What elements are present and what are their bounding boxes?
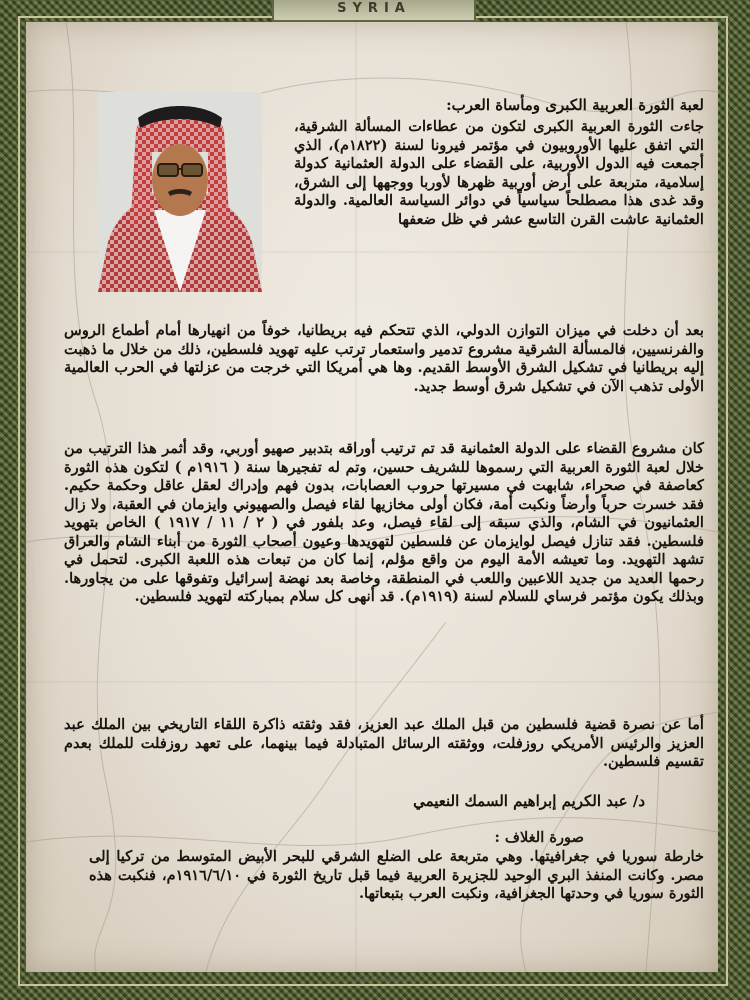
article-heading: لعبة الثورة العربية الكبرى ومأساة العرب: bbox=[446, 96, 704, 114]
author-signature: د/ عبد الكريم إبراهيم السمك النعيمي bbox=[413, 792, 645, 810]
article-paragraph-3 bbox=[64, 440, 704, 607]
paragraph-text: بعد أن دخلت في ميزان التوازن الدولي، الذي تتحكم فيه بريطانيا، خوفاً من انهيارها أمام أطماع الروس والفرنسيين، فالمسألة الشرقية مشروع تدمير واستعمار ترتب عليه تهويد فلسطين، ذلك من خلال ما ذهبت إليه بريطانيا في تشكيل الشرق الأوسط القديم. وها هي أمريكا التي خرجت من عزلتها في الحرب العالمية الأولى تذهب الآن في تشكيل شرق أوسط جديد. bbox=[64, 322, 704, 395]
paragraph-text: أما عن نصرة قضية فلسطين من قبل الملك عبد العزيز، فقد وثقته ذاكرة اللقاء التاريخي بين الملك عبد العزيز والرئيس الأمريكي روزفلت، ووثقته الرسائل المتبادلة فيما بينهما، على تعهد روزفلت للملك بعدم تقسيم فلسطين. bbox=[64, 716, 704, 770]
author-photo bbox=[98, 92, 262, 292]
map-footer-note: Longitude East from Greenwich bbox=[324, 977, 419, 984]
article-paragraph-4 bbox=[64, 716, 704, 772]
author-portrait-image bbox=[98, 92, 262, 292]
paragraph-text: جاءت الثورة العربية الكبرى لتكون من عطاءات المسألة الشرقية، التي اتفق عليها الأوروبيون في مؤتمر فيرونا لسنة (١٨٢٢م)، الذي أجمعت فيه الدول الأوربية، على القضاء على الدولة العثمانية كدولة إسلامية، متربعة على أرض أوربية ظهرها لأوربا ووجهها إلى الشرق، وقد غدى هذا مصطلحاً سياسياً في دوائر السياسة العالمية. والدولة العثمانية عاشت القرن التاسع عشر في ظل ضعفها bbox=[294, 118, 704, 228]
cover-caption-text bbox=[89, 848, 704, 904]
paragraph-text: خارطة سوريا في جغرافيتها. وهي متربعة على الضلع الشرقي للبحر الأبيض المتوسط من تركيا إلى مصر. وكانت المنفذ البري الوحيد للجزيرة العربية فيما قبل تاريخ الثورة في ١٩١٦/٦/١٠م، فنكبت هذه الثورة سوريا في وحدتها الجغرافية، ونكبت العرب بتبعاتها. bbox=[89, 848, 704, 902]
cover-caption-title: صورة الغلاف : bbox=[494, 829, 584, 846]
article-paragraph-2 bbox=[64, 322, 704, 396]
paragraph-text: كان مشروع القضاء على الدولة العثمانية قد تم ترتيب أوراقه بتدبير صهيو أوربي، وقد أثمر هذا الترتيب من خلال لعبة الثورة العربية التي رسموها للشريف حسين، وتم له تفجيرها سنة ( ١٩١٦م ) لتكون هذه الثورة كعاصفة في صحراء، شابهت في مسيرتها حروب العصابات، بدون فهم وإدراك لعقل عاقل وحكمة حكيم. فقد خسرت حرباً وأرضاً ونكبت أمة، فكان أولى مخازيها لقاء فيصل والصهيوني وايزمان في العقبة، ولا زال العثمانيون في الشام، والذي سبقه إلى لقاء فيصل، وعد بلفور في ( ٢ / ١١ / ١٩١٧ ) الخاص بتهويد فلسطين. فقد تنازل فيصل لوايزمان عن فلسطين لتهويدها وعيون أصحاب الثورة من أبناء الشام والعراق تشهد التهويد. وما تعيشه الأمة اليوم من واقع مؤلم، إنما كان من تبعات هذه اللعبة الكبرى. لتحمل في رحمها العديد من جديد اللاعبين واللعب في المنطقة، وخاصة بعد نهضة إسرائيل وتفوقها على من يجاورها. وبذلك يكون مؤتمر فرساي للسلام لسنة (١٩١٩م). قد أنهى كل سلام بمباركته لتهويد فلسطين. bbox=[64, 440, 704, 605]
frame-title-plate: SYRIA bbox=[272, 0, 476, 22]
article-paragraph-1 bbox=[294, 118, 704, 229]
